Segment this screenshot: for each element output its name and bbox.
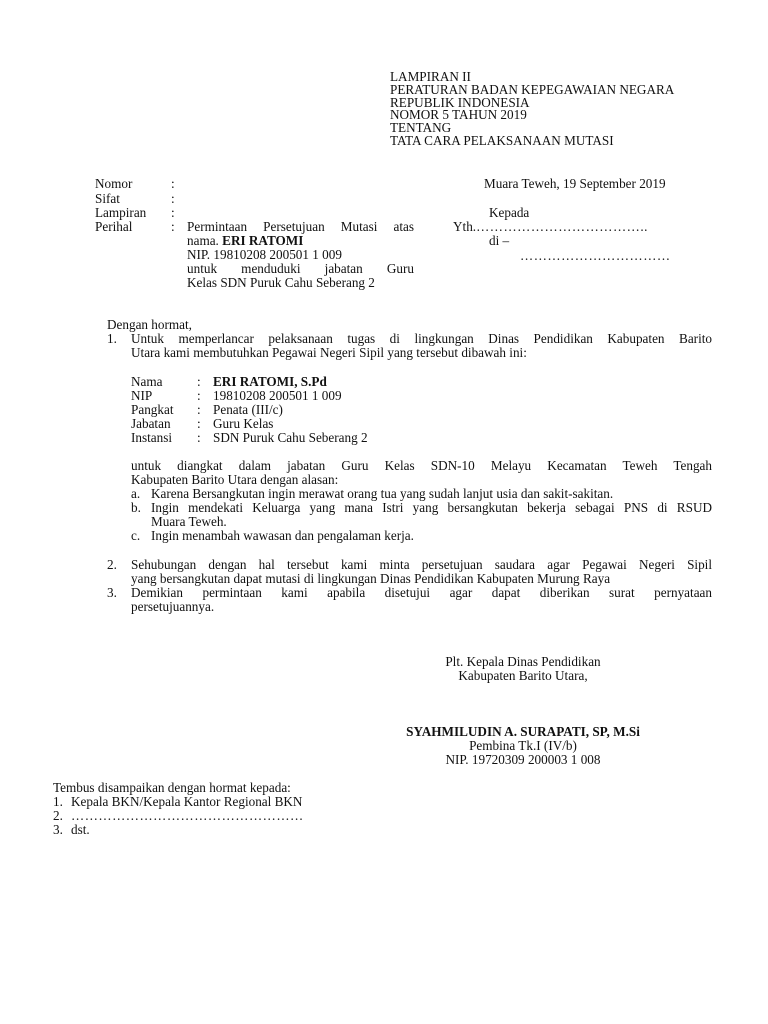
diangkat-line-2: Kabupaten Barito Utara dengan alasan: [131,472,339,487]
jabatan-value: Guru Kelas [213,416,274,431]
instansi-value: SDN Puruk Cahu Seberang 2 [213,430,368,445]
lampiran-line: LAMPIRAN II [390,69,471,84]
lampiran-line: TATA CARA PELAKSANAAN MUTASI [390,132,614,148]
nip-colon: : [197,388,201,403]
item-3-number: 3. [107,585,117,600]
tembusan-item-3-text: dst. [71,822,90,837]
item-1-line-2: Utara kami membutuhkan Pegawai Negeri Sipil yang tersebut dibawah ini: [131,345,527,360]
signature-name: SYAHMILUDIN A. SURAPATI, SP, M.Si [406,724,640,739]
tembusan-heading: Tembus disampaikan dengan hormat kepada: [53,780,291,795]
tembusan-item-2-text: …………………………………………… [71,808,304,823]
perihal-name: ERI RATOMI [222,233,304,248]
lampiran-block [390,71,674,148]
diangkat-line-1: untuk diangkat dalam jabatan Guru Kelas SDN-10 Melayu Kecamatan Teweh Tengah [131,458,712,473]
reason-b-line-2: Muara Teweh. [151,514,227,529]
signature-title-1: Plt. Kepala Dinas Pendidikan [445,654,601,669]
item-3-line-2: persetujuannya. [131,599,215,614]
lampiran-colon: : [171,205,175,220]
lampiran-line: TENTANG [390,120,452,136]
signature-rank: Pembina Tk.I (IV/b) [469,738,577,753]
reason-c-text: Ingin menambah wawasan dan pengalaman kerja. [151,528,414,543]
nama-value: ERI RATOMI, S.Pd [213,374,327,389]
sifat-colon: : [171,191,175,206]
place-date: Muara Teweh, 19 September 2019 [484,176,666,191]
item-1-line-1: Untuk memperlancar pelaksanaan tugas di lingkungan Dinas Pendidikan Kabupaten Barito [131,331,712,346]
reason-a-text: Karena Bersangkutan ingin merawat orang tua yang sudah lanjut usia dan sakit-sakitan. [151,486,614,501]
nama-label: Nama [131,374,163,389]
jabatan-label: Jabatan [131,416,171,431]
nama-colon: : [197,374,201,389]
jabatan-colon: : [197,416,201,431]
reason-b-letter: b. [131,500,141,515]
pangkat-colon: : [197,402,201,417]
reason-a-letter: a. [131,486,141,501]
perihal-prefix: nama. [187,233,219,248]
tembusan-item-3-number: 3. [53,822,63,837]
perihal-colon: : [171,219,175,234]
lampiran-line: REPUBLIK INDONESIA [390,94,530,110]
item-2-line-2: yang bersangkutan dapat mutasi di lingkungan Dinas Pendidikan Kabupaten Murung Raya [131,571,611,586]
nomor-colon: : [171,176,175,191]
nip-value: 19810208 200501 1 009 [213,388,342,403]
tembusan-item-2-number: 2. [53,808,63,823]
instansi-colon: : [197,430,201,445]
perihal-line-4: untuk menduduki jabatan Guru [187,261,414,276]
instansi-label: Instansi [131,430,173,445]
reason-b-line-1: Ingin mendekati Keluarga yang mana Istri yang bersangkutan bekerja sebagai PNS di RSUD [151,500,712,515]
yth-line [453,220,648,234]
pangkat-label: Pangkat [131,402,174,417]
nip-label: NIP [131,388,153,403]
reason-c-letter: c. [131,528,141,543]
yth-label: Yth. [453,219,477,234]
yth-dots: ……………………………….. [476,219,648,234]
di-dots: …………………………… [520,248,671,263]
perihal-line-2 [187,234,303,248]
perihal-line-1: Permintaan Persetujuan Mutasi atas [187,219,414,234]
tembusan-item-1-text: Kepala BKN/Kepala Kantor Regional BKN [71,794,303,809]
salutation: Dengan hormat, [107,317,192,332]
perihal-line-3: NIP. 19810208 200501 1 009 [187,247,342,262]
pangkat-value: Penata (III/c) [213,402,283,417]
sifat-label: Sifat [95,191,120,206]
item-3-line-1: Demikian permintaan kami apabila disetujui agar dapat diberikan surat pernyataan [131,585,712,600]
signature-nip: NIP. 19720309 200003 1 008 [445,752,601,767]
lampiran-line: NOMOR 5 TAHUN 2019 [390,107,527,123]
perihal-label: Perihal [95,219,133,234]
nomor-label: Nomor [95,176,133,191]
kepada-label: Kepada [489,205,530,220]
perihal-line-5: Kelas SDN Puruk Cahu Seberang 2 [187,275,375,290]
di-label: di – [489,233,510,248]
signature-title-2: Kabupaten Barito Utara, [458,668,588,683]
lampiran-label: Lampiran [95,205,147,220]
item-1-number: 1. [107,331,117,346]
item-2-line-1: Sehubungan dengan hal tersebut kami minta persetujuan saudara agar Pegawai Negeri Sipil [131,557,712,572]
lampiran-line: PERATURAN BADAN KEPEGAWAIAN NEGARA [390,81,675,97]
item-2-number: 2. [107,557,117,572]
tembusan-item-1-number: 1. [53,794,63,809]
